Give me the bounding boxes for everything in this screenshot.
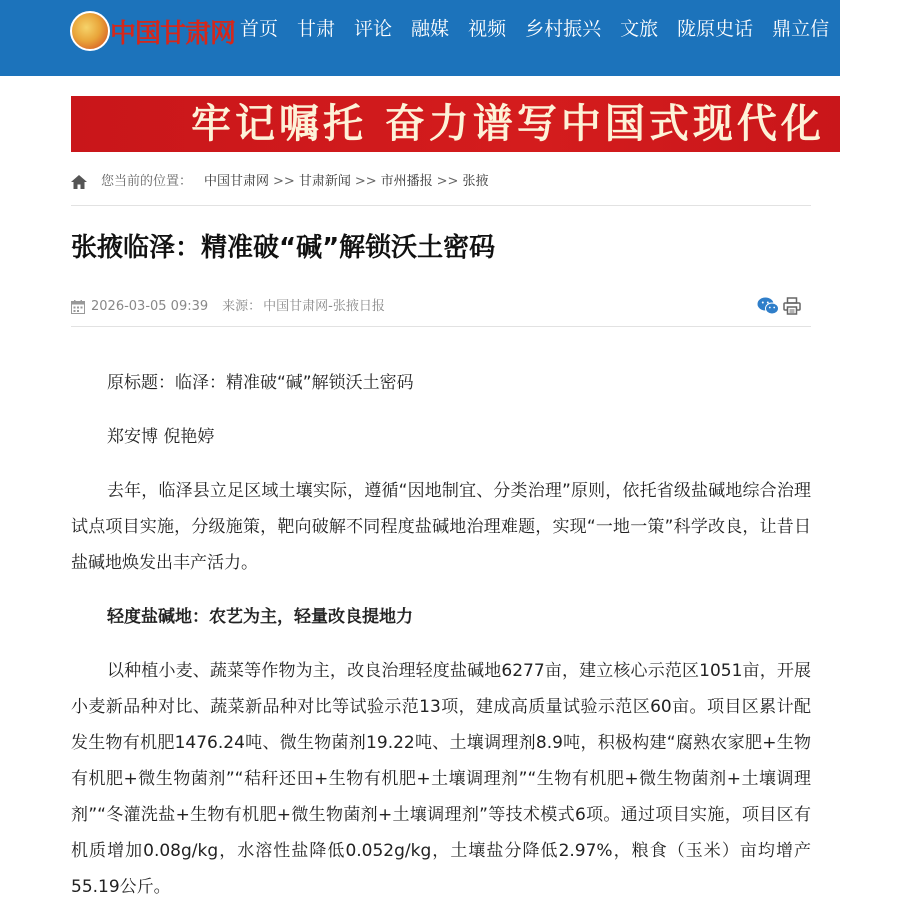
promo-banner[interactable] xyxy=(71,96,840,152)
article-source-label: 来源： xyxy=(222,299,262,314)
article-source: 中国甘肃网-张掖日报 xyxy=(263,299,385,314)
article-title: 张掖临泽：精准破“碱”解锁沃土密码 xyxy=(71,233,496,263)
home-icon xyxy=(71,175,87,189)
nav-item-home[interactable]: 首页 xyxy=(240,18,279,40)
print-icon[interactable] xyxy=(783,297,801,315)
breadcrumb-prefix: 您当前的位置： xyxy=(101,174,193,189)
calendar-icon xyxy=(71,300,85,314)
logo-emblem xyxy=(70,11,110,51)
article-subheading: 轻度盐碱地：农艺为主，轻量改良提地力 xyxy=(107,607,413,627)
nav-item-culture-tourism[interactable]: 文旅 xyxy=(620,18,659,40)
article-tools xyxy=(757,297,801,315)
breadcrumb-link-zhangye[interactable]: 张掖 xyxy=(462,174,489,189)
nav-item-gansu[interactable]: 甘肃 xyxy=(297,18,336,40)
article-paragraph: 去年，临泽县立足区域土壤实际，遵循“因地制宜、分类治理”原则，依托省级盐碱地综合治理试点项目实施，分级施策，靶向破解不同程度盐碱地治理难题，实现“一地一策”科学改良，让昔日盐碱地焕发出丰产活力。 xyxy=(71,481,811,573)
breadcrumb-link-gansu-news[interactable]: 甘肃新闻 xyxy=(298,174,351,189)
nav-item-public-opinion[interactable]: 舆情 xyxy=(848,18,887,40)
nav-item-commentary[interactable]: 评论 xyxy=(354,18,393,40)
breadcrumb-separator: >> xyxy=(273,174,295,189)
meta-divider xyxy=(71,326,811,327)
article-meta xyxy=(71,297,811,317)
article-date: 2026-03-05 09:39 xyxy=(91,299,209,314)
main-nav xyxy=(240,16,905,42)
nav-item-history[interactable]: 陇原史话 xyxy=(677,18,754,40)
breadcrumb-separator: >> xyxy=(354,174,377,189)
nav-item-media[interactable]: 融媒 xyxy=(411,18,450,40)
nav-item-dinglixin[interactable]: 鼎立信 xyxy=(772,18,830,40)
article-authors: 郑安博 倪艳婷 xyxy=(107,427,215,447)
breadcrumb xyxy=(71,172,811,192)
nav-item-rural-revitalization[interactable]: 乡村振兴 xyxy=(525,18,602,40)
site-logo[interactable] xyxy=(70,9,236,59)
breadcrumb-link-city-news[interactable]: 市州播报 xyxy=(380,174,433,189)
article-original-title: 原标题：临泽：精准破“碱”解锁沃土密码 xyxy=(107,373,414,393)
article-paragraph: 以种植小麦、蔬菜等作物为主，改良治理轻度盐碱地6277亩，建立核心示范区1051亩，开展小麦新品种对比、蔬菜新品种对比等试验示范13项，建成高质量试验示范区60亩。项目区累计配发生物有机肥1476.24吨、微生物菌剂19.22吨、土壤调理剂8.9吨，积极构建“腐熟农家肥+生物有机肥+微生物菌剂”“秸秆还田+生物有机肥+土壤调理剂”“生物有机肥+微生物菌剂+土壤调理剂”“冬灌洗盐+生物有机肥+微生物菌剂+土壤调理剂”等技术模式6项。通过项目实施，项目区有机质增加0.08g/kg，水溶性盐降低0.052g/kg，土壤盐分降低2.97%，粮食（玉米）亩均增产55.19公斤。 xyxy=(71,661,811,897)
breadcrumb-link-site[interactable]: 中国甘肃网 xyxy=(204,174,270,189)
nav-item-video[interactable]: 视频 xyxy=(468,18,507,40)
breadcrumb-divider xyxy=(71,205,811,206)
site-header xyxy=(0,0,887,76)
article-body xyxy=(71,365,811,923)
wechat-icon[interactable] xyxy=(757,297,779,315)
logo-text: 中国甘肃网 xyxy=(110,19,236,49)
breadcrumb-separator: >> xyxy=(436,174,459,189)
banner-slogan: 牢记嘱托 奋力谱写中国式现代化 xyxy=(191,101,825,147)
